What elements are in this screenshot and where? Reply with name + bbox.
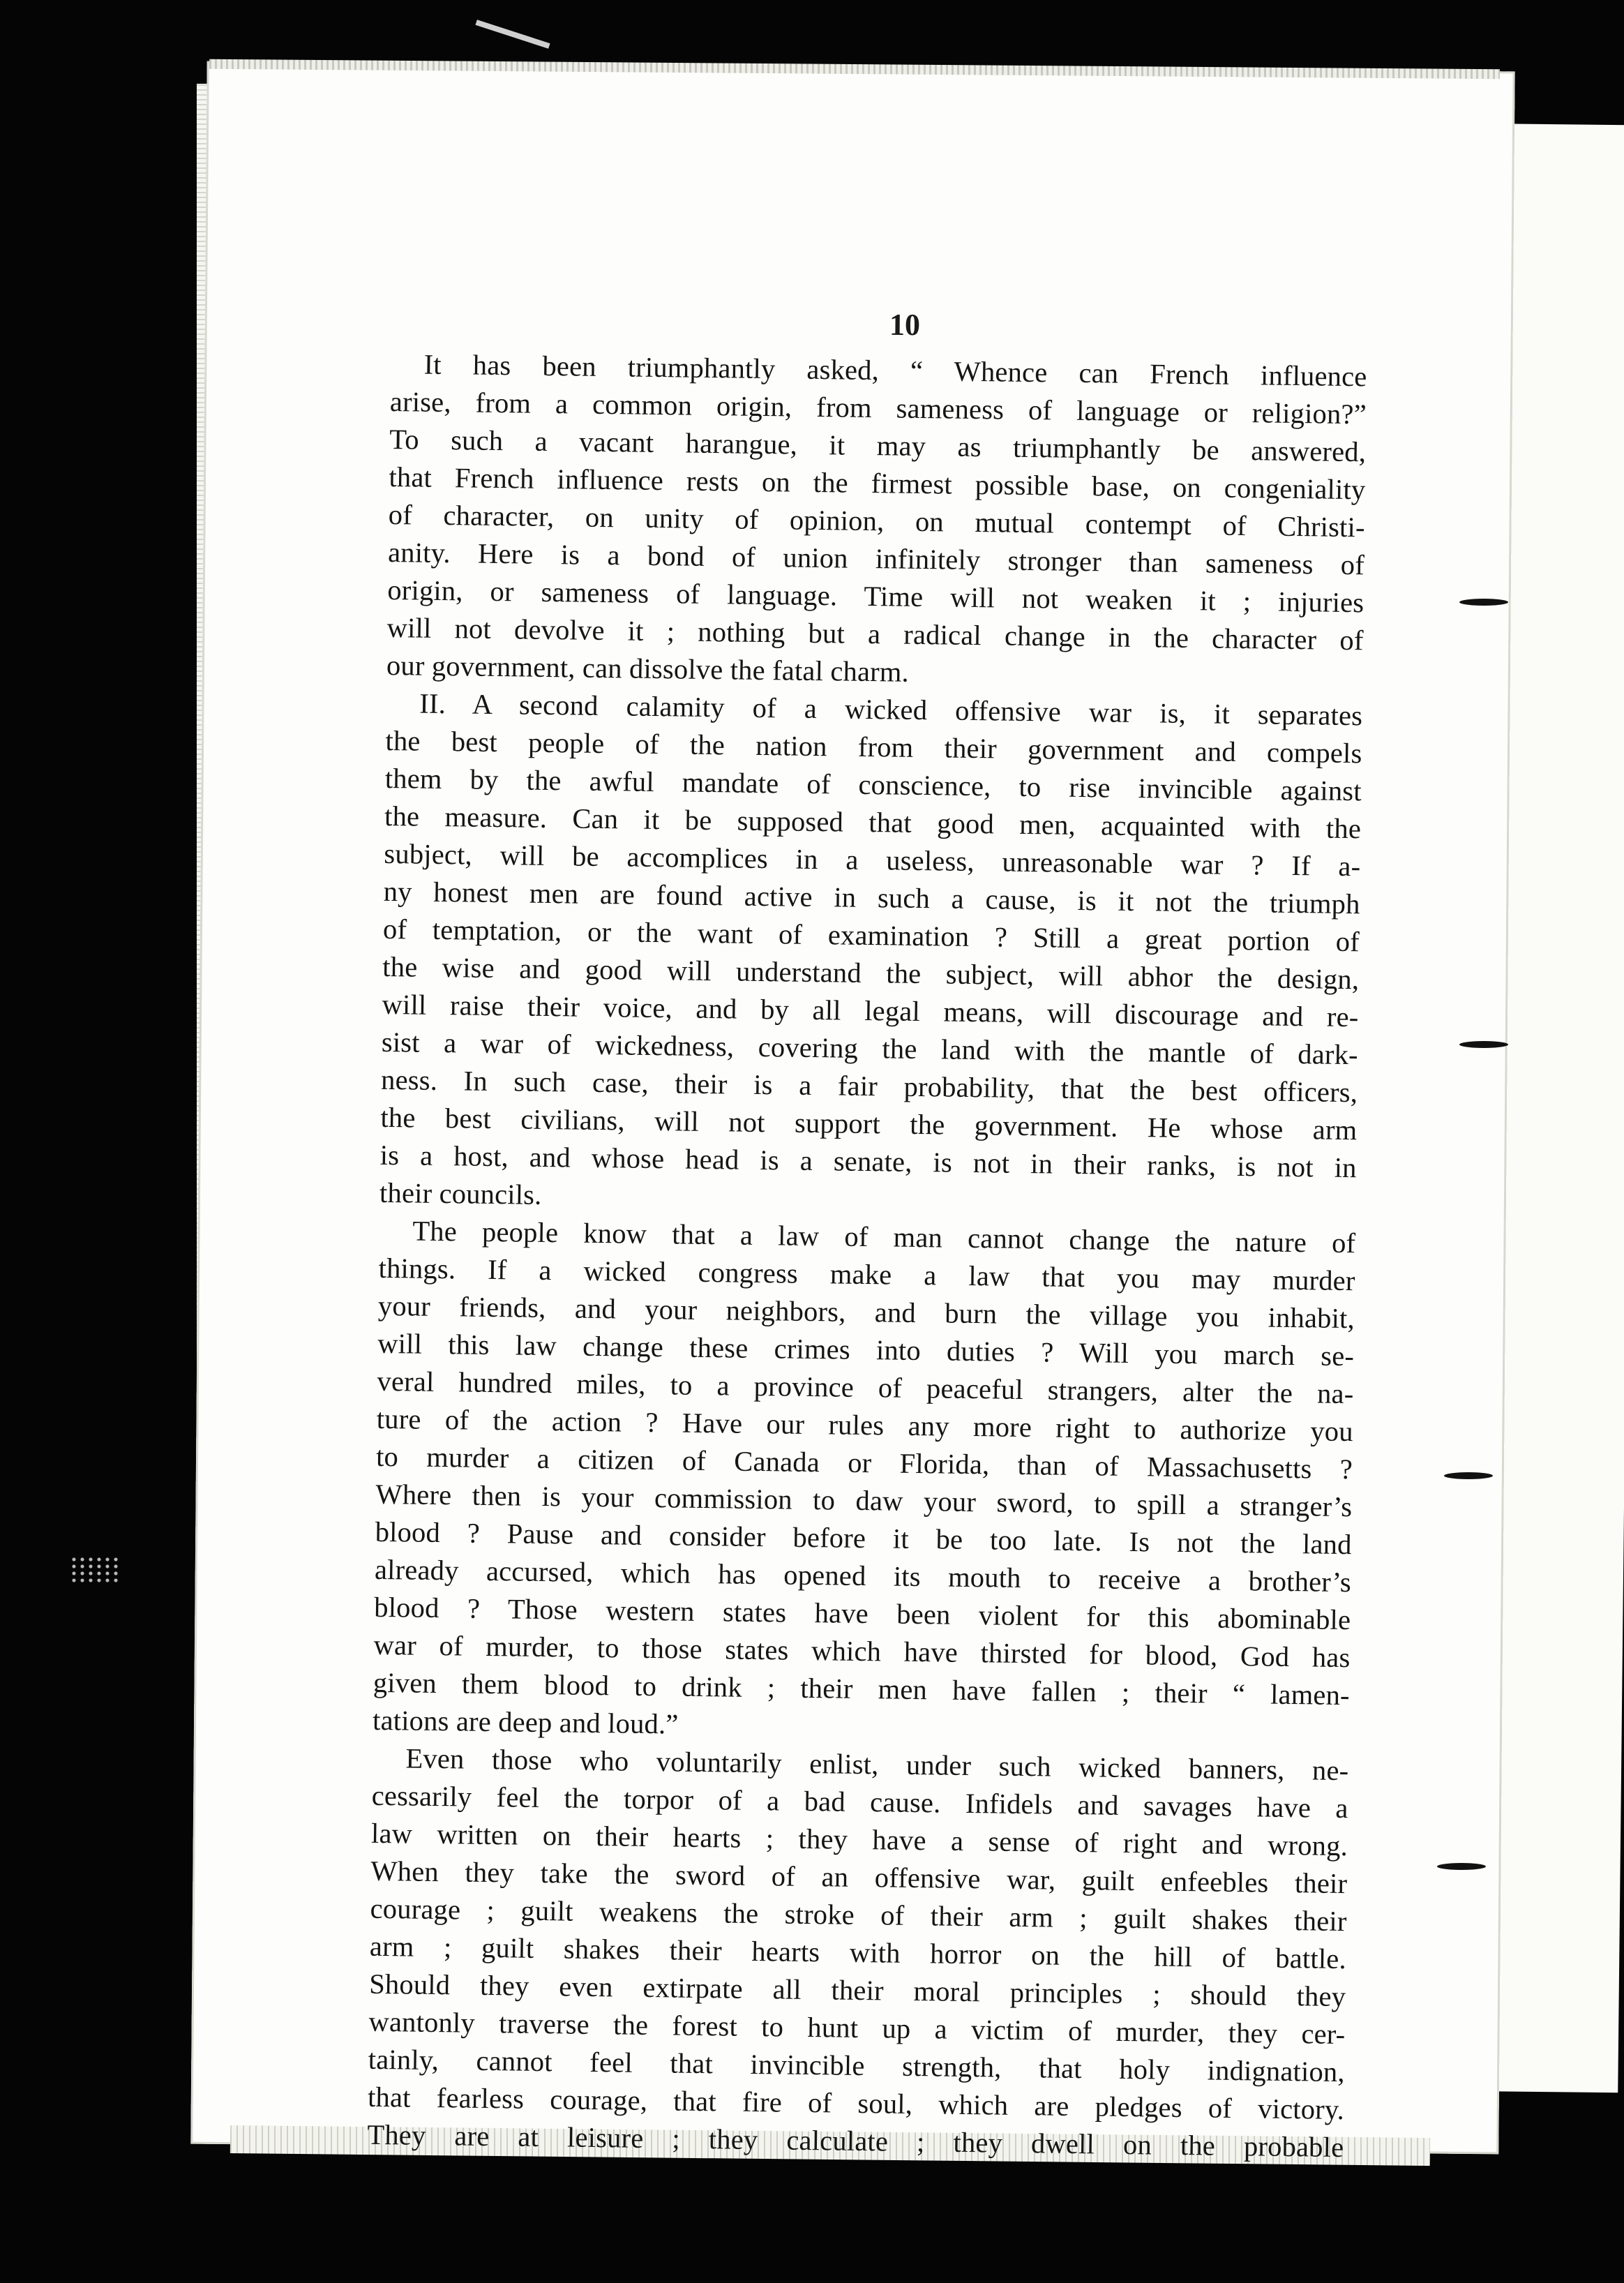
text-line: tations are deep and loud.” bbox=[372, 1704, 679, 1740]
text-line: given them blood to drink ; their men have fallen ; their “ lamen- bbox=[373, 1666, 1351, 1712]
text-line: blood ? Those western states have been violent for this abominable bbox=[374, 1591, 1351, 1636]
text-line: courage ; guilt weakens the stroke of their arm ; guilt shakes their bbox=[370, 1892, 1347, 1938]
page-number: 10 bbox=[889, 307, 921, 343]
text-line: arise, from a common origin, from sameness of language or religion?” bbox=[389, 385, 1367, 431]
binding-thread-mark bbox=[1459, 1041, 1508, 1048]
text-line: To such a vacant harangue, it may as triumphantly be answered, bbox=[389, 423, 1367, 468]
text-line: your friends, and your neighbors, and burn the village you inhabit, bbox=[377, 1289, 1355, 1335]
text-line: the wise and good will understand the subject, will abhor the design, bbox=[382, 950, 1360, 996]
text-line: them by the awful mandate of conscience, to rise invincible against bbox=[384, 762, 1362, 807]
text-line: our government, can dissolve the fatal charm. bbox=[386, 649, 910, 688]
text-line: of character, on unity of opinion, on mutual contempt of Christi- bbox=[388, 498, 1366, 544]
text-line: Should they even extirpate all their moral principles ; should they bbox=[368, 1968, 1346, 2013]
text-line: origin, or sameness of language. Time will not weaken it ; injuries bbox=[387, 574, 1364, 619]
binding-thread-mark bbox=[1459, 599, 1508, 606]
text-line: ness. In such case, their is a fair probability, that the best officers, bbox=[380, 1063, 1358, 1109]
text-line: subject, will be accomplices in a useless, unreasonable war ? If a- bbox=[384, 837, 1361, 883]
text-line: will not devolve it ; nothing but a radical change in the character of bbox=[386, 611, 1364, 657]
text-line: law written on their hearts ; they have a sense of right and wrong. bbox=[370, 1817, 1348, 1862]
page-body-text bbox=[367, 345, 1367, 2166]
text-line: to murder a citizen of Canada or Florida, than of Massachusetts ? bbox=[375, 1440, 1353, 1485]
text-line: war of murder, to those states which have thirsted for blood, God has bbox=[373, 1629, 1351, 1674]
text-line: sist a war of wickedness, covering the land with the mantle of dark- bbox=[381, 1026, 1359, 1071]
text-line: anity. Here is a bond of union infinitely stronger than sameness of bbox=[387, 536, 1365, 581]
text-line: tainly, cannot feel that invincible strength, that holy indignation, bbox=[368, 2043, 1346, 2088]
text-line: II. A second calamity of a wicked offensive war is, it separates bbox=[419, 687, 1363, 732]
text-line: of temptation, or the want of examination ? Still a great portion of bbox=[382, 913, 1360, 958]
text-line: the measure. Can it be supposed that good men, acquainted with the bbox=[384, 800, 1362, 845]
text-line: When they take the sword of an offensive war, guilt enfeebles their bbox=[370, 1855, 1348, 1900]
text-line: things. If a wicked congress make a law that you may murder bbox=[378, 1252, 1355, 1297]
text-line: It has been triumphantly asked, “ Whence can French influence bbox=[423, 348, 1367, 393]
text-line: the best civilians, will not support the government. He whose arm bbox=[380, 1101, 1358, 1146]
text-line: Even those who voluntarily enlist, under such wicked banners, ne- bbox=[405, 1742, 1349, 1787]
text-line: wantonly traverse the forest to hunt up a victim of murder, they cer- bbox=[368, 2005, 1346, 2051]
text-line: blood ? Pause and consider before it be too late. Is not the land bbox=[375, 1515, 1352, 1561]
text-line: ny honest men are found active in such a cause, is it not the triumph bbox=[383, 875, 1360, 920]
text-line: will this law change these crimes into duties ? Will you march se- bbox=[377, 1327, 1355, 1372]
text-line: the best people of the nation from their government and compels bbox=[385, 724, 1362, 770]
text-line: The people know that a law of man cannot change the nature of bbox=[412, 1215, 1356, 1259]
text-line: cessarily feel the torpor of a bad cause. Infidels and savages have a bbox=[371, 1779, 1348, 1825]
text-line: is a host, and whose head is a senate, is not in their ranks, is not in bbox=[379, 1139, 1357, 1184]
text-line: veral hundred miles, to a province of peaceful strangers, alter the na- bbox=[377, 1365, 1354, 1410]
text-line: ture of the action ? Have our rules any more right to authorize you bbox=[376, 1402, 1354, 1448]
text-line: that French influence rests on the firmest possible base, on congeniality bbox=[389, 461, 1366, 506]
scan-speck-cluster bbox=[70, 1556, 119, 1584]
binding-thread-mark bbox=[1444, 1472, 1493, 1479]
binding-thread-mark bbox=[1437, 1863, 1486, 1870]
text-line: already accursed, which has opened its mouth to receive a brother’s bbox=[374, 1553, 1352, 1599]
text-line: They are at leisure ; they calculate ; they dwell on the probable bbox=[367, 2118, 1344, 2164]
text-line: that fearless courage, that fire of soul, which are pledges of victory. bbox=[367, 2081, 1345, 2126]
text-line: will raise their voice, and by all legal means, will discourage and re- bbox=[382, 988, 1359, 1033]
text-line: their councils. bbox=[379, 1176, 542, 1211]
text-line: arm ; guilt shakes their hearts with horror on the hill of battle. bbox=[369, 1930, 1347, 1975]
text-line: Where then is your commission to daw your sword, to spill a stranger’s bbox=[375, 1478, 1353, 1523]
